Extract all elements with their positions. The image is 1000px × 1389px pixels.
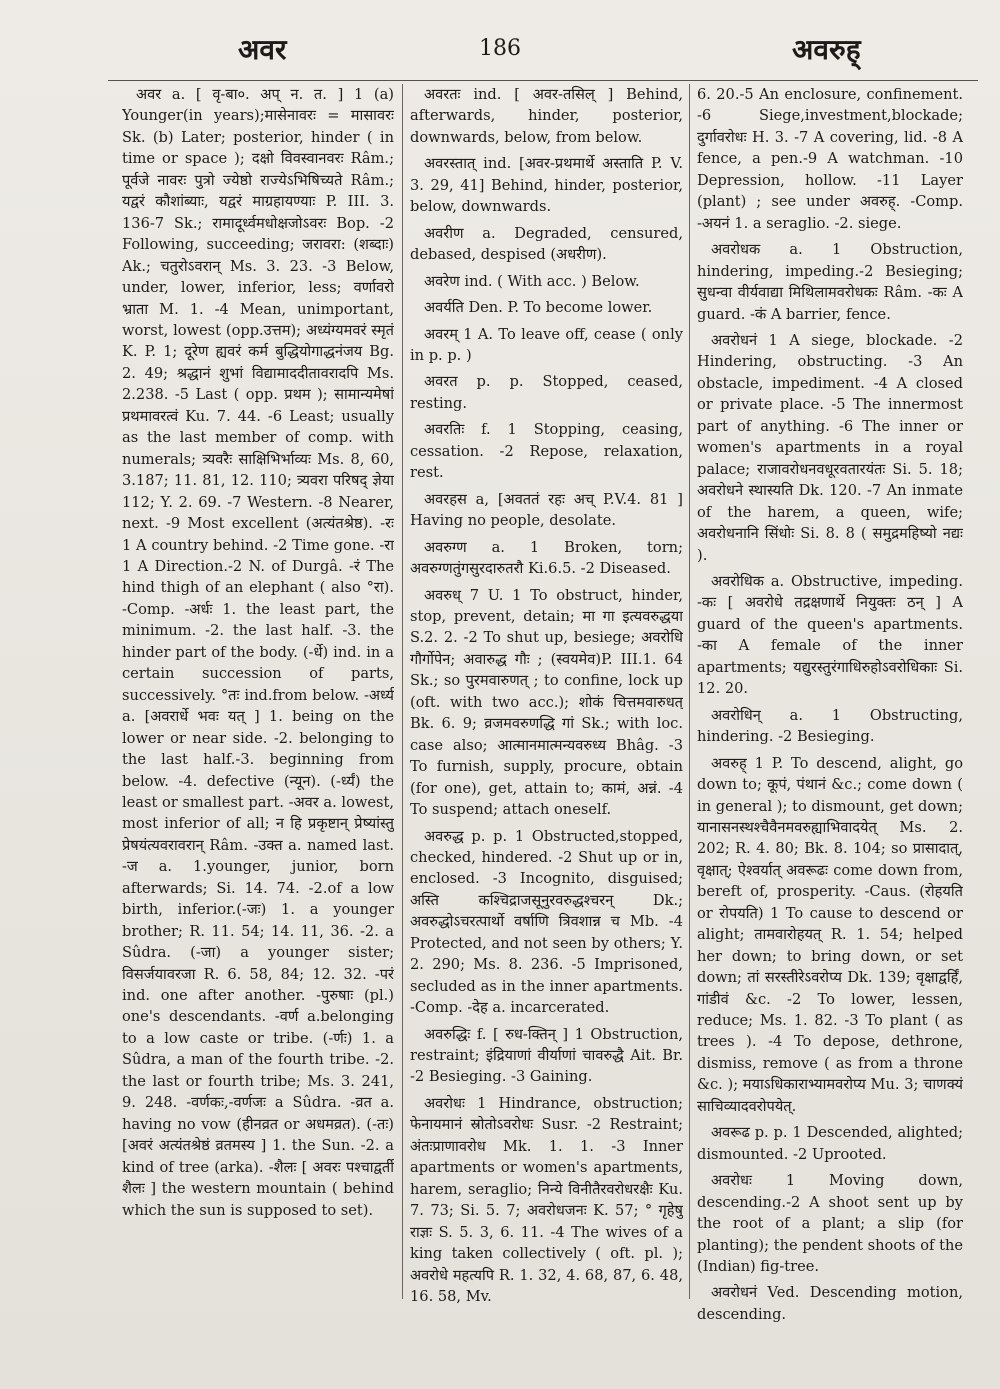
entry-paragraph: अवरोधनं 1 A siege, blockade. -2 Hindering, obstructing. -3 An obstacle, impediment. -4 A closed or private place. -5 The innermost part of anything. -6 The inner or women's apartments in a royal palace; राजावरोधनवधूरवतारयंतः Si. 5. 18; अवरोधने स्थास्यति Dk. 120. -7 An inmate of the harem, a queen, wife; अवरोधनानि सिंधोः Si. 8. 8 ( समुद्रमहिष्यो नद्यः ).	[697, 331, 963, 564]
entry-paragraph: अवरतिः f. 1 Stopping, ceasing, cessation. -2 Repose, relaxation, rest.	[410, 421, 683, 482]
left-running-headword: अवर	[238, 33, 287, 66]
entry-paragraph: अवर a. [ वृ-बा०. अप् न. त. ] 1 (a) Younger(in years);मासेनावरः = मासावरः Sk. (b) Later; posterior, hinder ( in time or space ); दक्षो विवस्वानवरः Râm.; पूर्वजे नावरः पुत्रो ज्येष्ठो राज्येऽभिषिच्यते Râm.; यद्वरं कौशांब्याः, यद्वरं माग्रहायण्याः P. III. 3. 136-7 Sk.; रामादूर्ध्वमधोक्षजोऽवरः Bop. -2 Following, succeeding; जरावरा: (शब्दाः) Ak.; चतुरोऽवरान् Ms. 3. 23. -3 Below, under, lower, inferior, less; वर्णावरो भ्राता M. 1. -4 Mean, unimportant, worst, lowest (opp.उत्तम); अध्यंग्यमवरं स्मृतं K. P. 1; दूरेण ह्यवरं कर्म बुद्धियोगाद्धनंजय Bg. 2. 49; श्रद्धानं शुभां विद्यामाददीतावरादपि Ms. 2.238. -5 Last ( opp. प्रथम ); सामान्यमेषां प्रथमावरत्वं Ku. 7. 44. -6 Least; usually as the last member of comp. with numerals; त्र्यवरैः साक्षिभिर्भाव्यः Ms. 8, 60, 3.187; 11. 81, 12. 110; त्र्यवरा परिषद् ज्ञेया 112; Y. 2. 69. -7 Western. -8 Nearer, next. -9 Most excellent (अत्यंतश्रेष्ठ). -रः 1 A country behind. -2 Time gone. -रा 1 A Direction.-2 N. of Durgâ. -रं The hind thigh of an elephant ( also °रा). -Comp. -अर्धः 1. the least part, the minimum. -2. the last half. -3. the hinder part of the body. (-र्धे) ind. in a certain succession of parts, successively. °तः ind.from below. -अर्ध्य a. [अवरार्धे भवः यत् ] 1. being on the lower or near side. -2. belonging to the last half.-3. beginning from below. -4. defective (न्यून). (-र्ध्यं) the least or smallest part. -अवर a. lowest, most inferior of all; न हि प्रकृष्टान् प्रेष्यांस्तु प्रेषयंत्यवरावरान् Râm. -उक्त a. named last. -ज a. 1.younger, junior, born afterwards; Si. 14. 74. -2.of a low birth, inferior.(-जः) 1. a younger brother; R. 11. 54; 14. 11, 36. -2. a Sûdra. (-जा) a younger sister; विसर्जयावरजा R. 6. 58, 84; 12. 32. -परं ind. one after another. -पुरुषाः (pl.) one's descendants. -वर्ण a.belonging to a low caste or tribe. (-र्णः) 1. a Sûdra, a man of the fourth tribe. -2. the last or fourth tribe; Ms. 3. 241, 9. 248. -वर्णकः,-वर्णजः a Sûdra. -व्रत a. having no vow (हीनव्रत or अधमव्रत). (-तः) [अवरं अत्यंतश्रेष्ठं व्रतमस्य ] 1. the Sun. -2. a kind of tree (arka). -शैलः [ अवरः पश्चाद्वर्ती शैलः ] the western mountain ( behind which the sun is supposed to set).	[122, 86, 394, 1219]
entry-paragraph: अवरुद्धिः f. [ रुध-क्तिन् ] 1 Obstruction, restraint; इंद्रियाणां वीर्याणां चावरुद्धै Ait. Br. -2 Besieging. -3 Gaining.	[410, 1025, 683, 1086]
entry-paragraph: अवरेण ind. ( With acc. ) Below.	[424, 272, 640, 290]
entry-paragraph: अवरूढ p. p. 1 Descended, alighted; dismounted. -2 Uprooted.	[697, 1124, 963, 1163]
entry-paragraph: अवरोधिक a. Obstructive, impeding. -कः [ अवरोधे तद्रक्षणार्थे नियुक्तः ठन् ] A guard of the queen's apartments. -का A female of the inner apartments; यद्युरस्तुरंगाधिरुहोऽवरोधिकाः Si. 12. 20.	[697, 572, 963, 698]
entry-paragraph: अवरुह् 1 P. To descend, alight, go down to; कूपं, पंथानं &c.; come down ( in general ); to dismount, get down; यानासनस्थश्चैवैनमवरुह्याभिवादयेत् Ms. 2. 202; R. 4. 80; Bk. 8. 104; so प्रासादात्, वृक्षात्; ऐश्वर्यात् अवरूढः come down from, bereft of, prosperity. -Caus. (रोहयति or रोपयति) 1 To cause to descend or alight; तामवारोहयत् R. 1. 54; helped her down; to bring down, or set down; तां सरस्तीरेऽवरोप्य Dk. 139; वृक्षाद्वर्हिं, गांडीवं &c. -2 To lower, lessen, reduce; Ms. 1. 82. -3 To plant ( as trees ). -4 To depose, dethrone, dismiss, remove ( as from a throne &c. ); मयाऽधिकाराभ्यामवरोप्य Mu. 3; चाणक्यं साचिव्यादवरोपयेत्.	[697, 754, 963, 1115]
entry-paragraph: अवर्यति Den. P. To become lower.	[424, 299, 653, 317]
column-3	[697, 84, 963, 1379]
entry-paragraph: अवरत p. p. Stopped, ceased, resting.	[410, 373, 683, 412]
entry-paragraph: 6. 20.-5 An enclosure, confinement. -6 Siege,investment,blockade; दुर्गावरोधः H. 3. -7 A covering, lid. -8 A fence, a pen.-9 A watchman. -10 Depression, hollow. -11 Layer (plant) ; see under अवरुह्. -Comp. -अयनं 1. a seraglio. -2. siege.	[697, 86, 963, 232]
column-divider	[689, 84, 690, 1299]
page-header	[0, 30, 1000, 80]
entry-paragraph: अवरोधः 1 Moving down, descending.-2 A shoot sent up by the root of a plant; a slip (for planting); the pendent shoots of the (Indian) fig-tree.	[697, 1172, 963, 1276]
entry-paragraph: अवरतः ind. [ अवर-तसिल् ] Behind, afterwards, hinder, posterior, downwards, below, from below.	[410, 86, 683, 146]
entry-paragraph: अवरस्तात् ind. [अवर-प्रथमार्थे अस्ताति P. V. 3. 29, 41] Behind, hinder, posterior, below, downwards.	[410, 155, 683, 216]
entry-paragraph: अवरोधः 1 Hindrance, obstruction; फेनायमानं स्रोतोऽवरोधः Susr. -2 Restraint; अंतःप्राणावरोध Mk. 1. 1. -3 Inner apartments or women's apartments, harem, seraglio; निन्ये विनीतैरवरोधरक्षैः Ku. 7. 73; Si. 5. 7; अवरोधजनः K. 57; ° गृहेषु राज्ञः S. 5. 3, 6. 11. -4 The wives of a king taken collectively ( oft. pl. ); अवरोधे महत्यपि R. 1. 32, 4. 68, 87, 6. 48, 16. 58, Mv.	[410, 1094, 683, 1306]
entry-paragraph: अवरम् 1 A. To leave off, cease ( only in p. p. )	[410, 325, 683, 364]
entry-paragraph: अवरुध् 7 U. 1 To obstruct, hinder, stop, prevent, detain; मा गा इत्यवरुद्धया S.2. 2. -2 To shut up, besiege; अवरोधि गौर्गोपेन; अवारुद्ध गौः ; (स्वयमेव)P. III.1. 64 Sk.; so पुरमवारुणत् ; to confine, lock up (oft. with two acc.); शोकं चित्तमवारुधत् Bk. 6. 9; व्रजमवरुणद्धि गां Sk.; with loc. case also; आत्मानमात्मन्यवरुध्य Bhâg. -3 To furnish, supply, procure, obtain (for one), get, attain to; कामं, अन्नं. -4 To suspend; attach oneself.	[410, 586, 683, 819]
column-2	[410, 84, 683, 1379]
right-running-headword: अवरुह्	[792, 33, 861, 66]
entry-paragraph: अवरहस a, [अवततं रहः अच् P.V.4. 81 ] Having no people, desolate.	[410, 490, 683, 530]
entry-paragraph: अवरुद्ध p. p. 1 Obstructed,stopped, checked, hindered. -2 Shut up or in, enclosed. -3 Incognito, disguised; अस्ति कश्चिद्राजसूनुरवरुद्धश्चरन् Dk.; अवरुद्धोऽचरत्पार्थो वर्षाणि त्रिवशान्न च Mb. -4 Protected, and not seen by others; Y. 2. 290; Ms. 8. 236. -5 Imprisoned, secluded as in the inner apartments. -Comp. -देह a. incarcerated.	[410, 827, 683, 1017]
entry-paragraph: अवरोधनं Ved. Descending motion, descending.	[697, 1284, 963, 1323]
entry-paragraph: अवरीण a. Degraded, censured, debased, despised (अधरीण).	[410, 224, 683, 264]
entry-paragraph: अवरोधिन् a. 1 Obstructing, hindering. -2 Besieging.	[697, 706, 963, 746]
entry-paragraph: अवरोधक a. 1 Obstruction, hindering, impeding.-2 Besieging; सुधन्वा वीर्यवाद्या मिथिलामवरोधकः Râm. -कः A guard. -कं A barrier, fence.	[697, 241, 963, 323]
column-divider	[402, 84, 403, 1299]
entry-paragraph: अवरुग्ण a. 1 Broken, torn; अवरुग्णतुंगसुरदारुतरौ Ki.6.5. -2 Diseased.	[410, 538, 683, 578]
page-number: 186	[479, 36, 521, 61]
column-1	[122, 84, 394, 1379]
header-rule	[108, 80, 978, 81]
